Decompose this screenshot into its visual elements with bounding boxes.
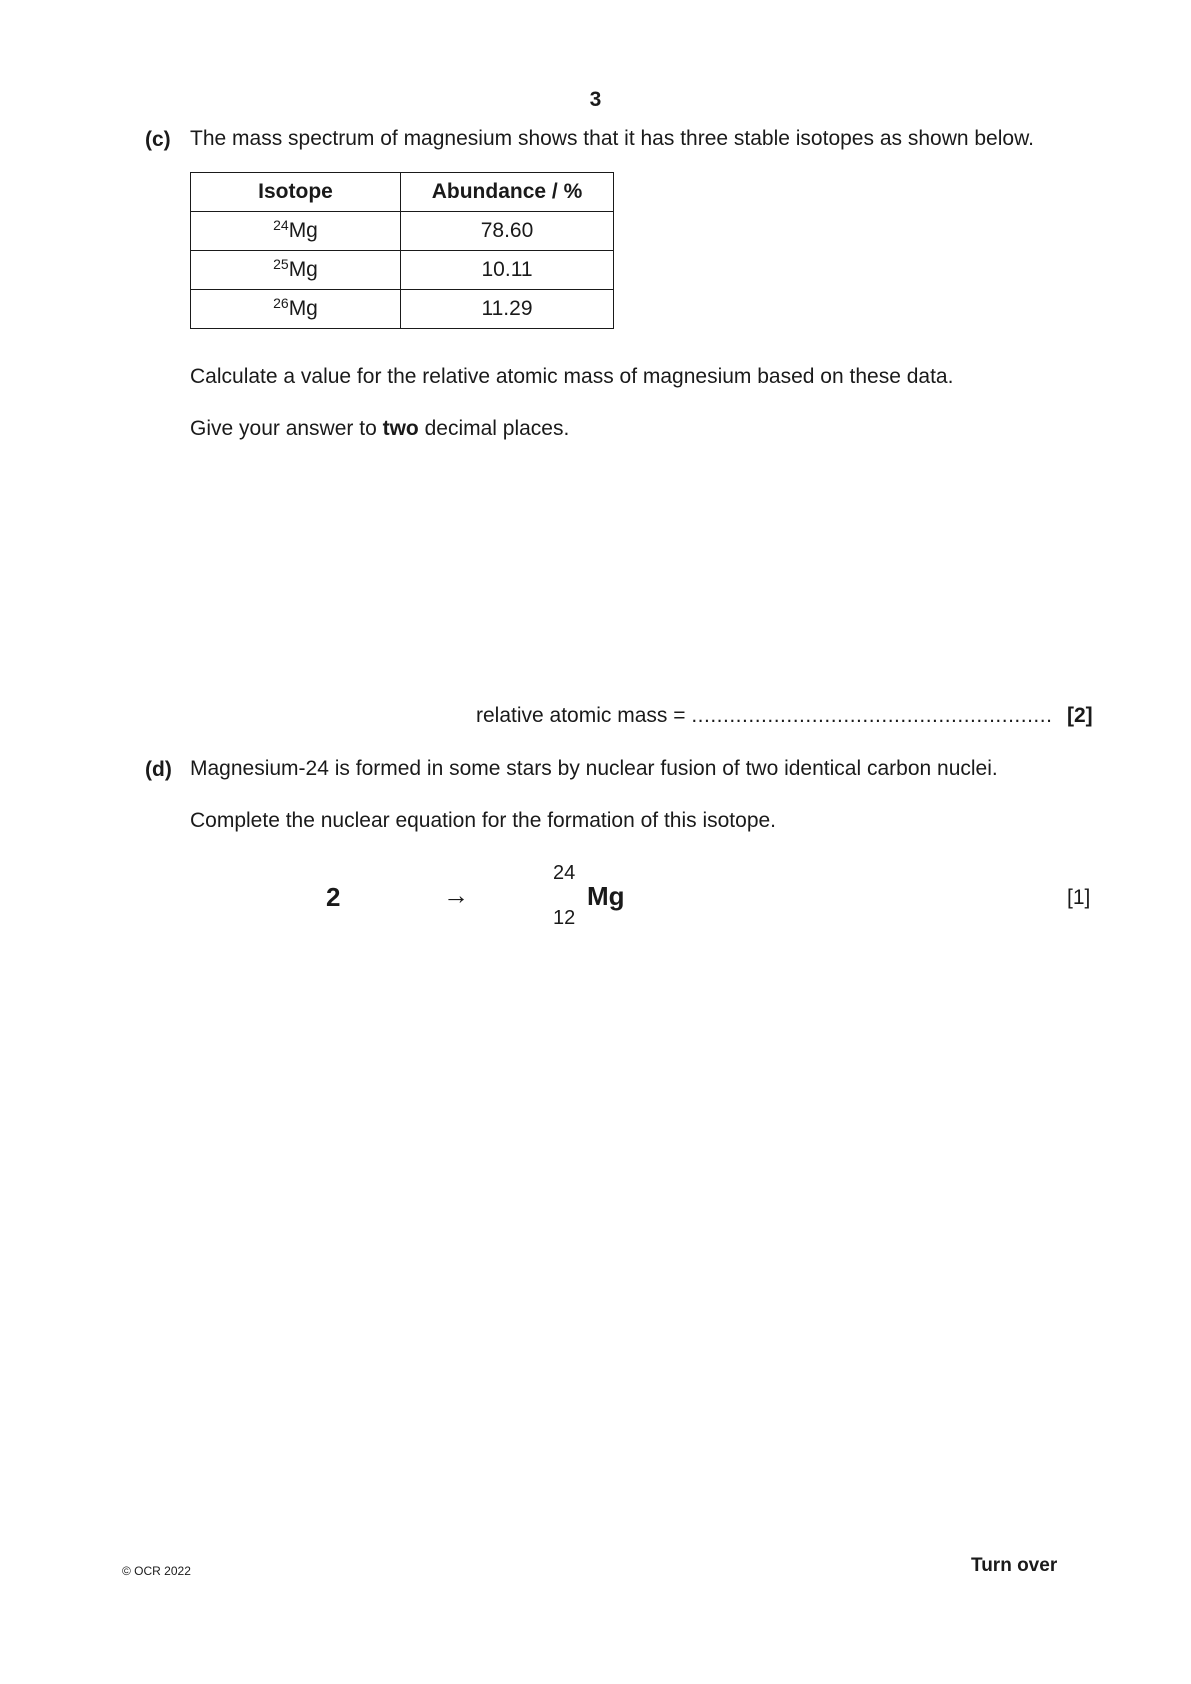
part-c-intro: The mass spectrum of magnesium shows that it has three stable isotopes as shown below. <box>190 127 1034 150</box>
equation-coefficient: 2 <box>326 882 341 912</box>
part-c-instruction-1: Calculate a value for the relative atomic mass of magnesium based on these data. <box>190 365 954 388</box>
isotope-symbol: Mg <box>288 258 318 281</box>
answer-label: relative atomic mass = <box>476 704 686 727</box>
reactant-blank[interactable] <box>360 872 450 922</box>
answer-dots[interactable]: ......................................................... <box>691 704 1053 727</box>
table-header-row <box>191 173 614 212</box>
equation-arrow: → <box>443 880 469 910</box>
part-d-intro: Magnesium-24 is formed in some stars by nuclear fusion of two identical carbon nuclei. <box>190 757 998 780</box>
table-row <box>191 212 614 251</box>
product-symbol: Mg <box>587 881 625 911</box>
question-label-d: (d) <box>145 758 172 781</box>
question-label-c: (c) <box>145 128 171 151</box>
mass-number: 24 <box>273 217 289 233</box>
answer-line[interactable] <box>476 703 1052 729</box>
marks-c: [2] <box>1067 704 1093 727</box>
part-d-instruction: Complete the nuclear equation for the formation of this isotope. <box>190 809 777 832</box>
instruction-2-pre: Give your answer to <box>190 417 383 440</box>
part-c-instruction-2 <box>190 416 569 442</box>
instruction-2-post: decimal places. <box>418 417 570 440</box>
turn-over: Turn over <box>971 1555 1058 1576</box>
isotope-symbol: Mg <box>288 219 318 242</box>
isotope-cell <box>191 212 401 251</box>
abundance-cell: 10.11 <box>401 251 614 290</box>
copyright: © OCR 2022 <box>122 1564 191 1578</box>
mass-number: 26 <box>273 295 289 311</box>
page-number: 3 <box>589 88 602 111</box>
isotope-symbol: Mg <box>288 297 318 320</box>
abundance-cell: 78.60 <box>401 212 614 251</box>
product-mass-number: 24 <box>553 862 576 884</box>
instruction-2-bold: two <box>382 417 419 440</box>
isotope-cell <box>191 290 401 329</box>
isotope-table <box>190 172 614 329</box>
mass-number: 25 <box>273 256 289 272</box>
abundance-cell: 11.29 <box>401 290 614 329</box>
header-isotope: Isotope <box>191 173 401 212</box>
product-atomic-number: 12 <box>553 907 576 929</box>
header-abundance: Abundance / % <box>401 173 614 212</box>
isotope-cell <box>191 251 401 290</box>
marks-d: [1] <box>1067 886 1091 909</box>
table-row <box>191 251 614 290</box>
table-row <box>191 290 614 329</box>
